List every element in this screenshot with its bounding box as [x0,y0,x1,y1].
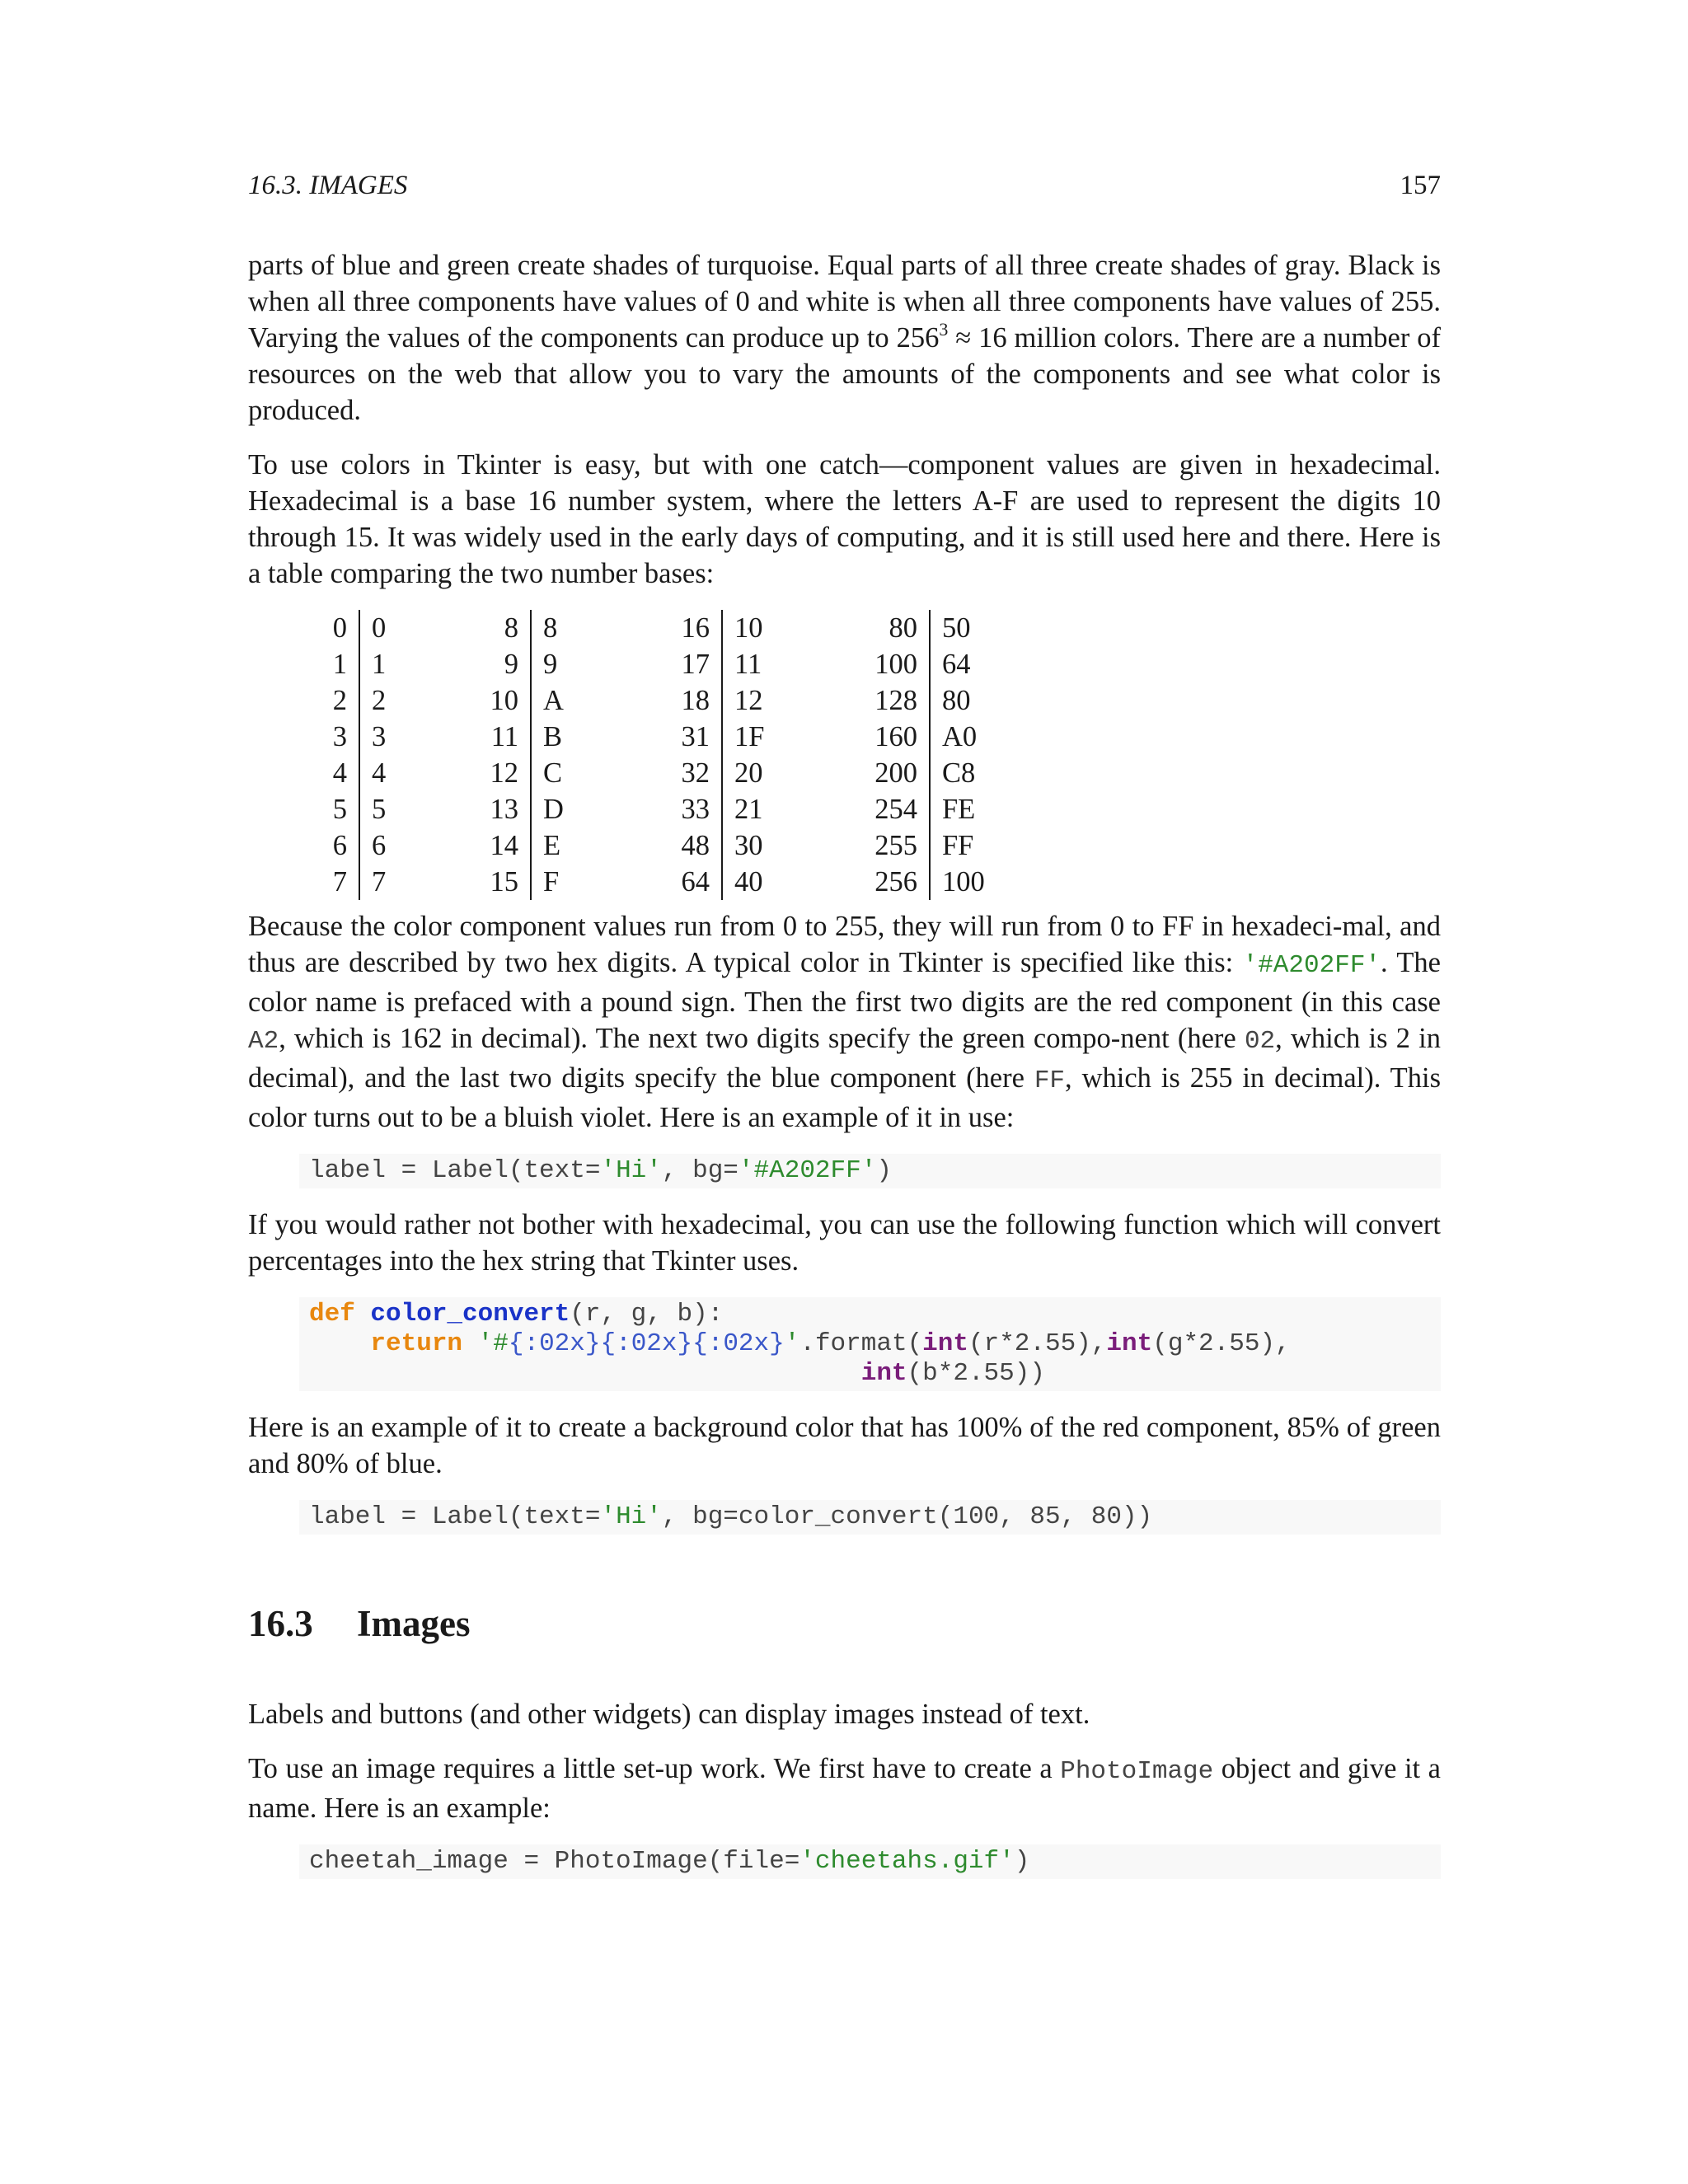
code-string: '# [477,1329,509,1358]
table-cell: D [543,794,564,825]
section-title: Images [357,1603,471,1644]
table-cell: 6 [372,830,387,861]
paragraph-color-format [248,908,1441,1136]
number-base-table [324,610,1441,900]
code-token: ) [1014,1847,1030,1876]
table-cell: C [543,757,563,789]
table-cell: 17 [681,649,710,680]
inline-code: 02 [1244,1027,1276,1056]
code-indent [309,1329,370,1358]
table-cell: 1 [372,649,387,680]
header-section: 16.3. IMAGES [248,171,408,200]
code-token: (g*2.55), [1152,1329,1291,1358]
table-cell: 9 [543,649,558,680]
code-token: ) [876,1156,892,1185]
table-cell: 80 [889,612,917,644]
section-heading [248,1602,1441,1645]
code-indent [309,1359,861,1388]
code-string: 'Hi' [600,1502,662,1531]
code-builtin: int [922,1329,968,1358]
code-token: label = Label(text= [309,1502,601,1531]
table-cell: 4 [372,757,387,789]
hex-column [723,610,860,900]
table-cell: 80 [942,685,971,716]
page-content [248,247,1441,1897]
table-cell: 21 [734,794,763,825]
hex-column [532,610,667,900]
code-block-color-convert [299,1297,1441,1391]
text-run: , which is 2 in decimal), and the last two digits specify the blue component (here [248,1023,1441,1094]
code-builtin: int [1106,1329,1153,1358]
table-block [860,610,1008,900]
table-cell: 2 [372,685,387,716]
code-token: (r, g, b): [570,1300,724,1329]
table-cell: 8 [543,612,558,644]
text-run: . The color name is prefaced with a pound sign. Then the first two digits are the red component (in this case [248,947,1441,1018]
code-keyword: def [309,1300,355,1329]
table-cell: 30 [734,830,763,861]
paragraph-rgb-colors [248,247,1441,429]
table-cell: 200 [874,757,917,789]
hex-column [360,610,476,900]
code-token: (r*2.55), [968,1329,1107,1358]
table-block [324,610,476,900]
table-cell: 5 [372,794,387,825]
table-cell: 40 [734,866,763,898]
code-string: 'cheetahs.gif' [799,1847,1015,1876]
code-indent [462,1329,478,1358]
table-cell: 1 [332,649,347,680]
page-number: 157 [1400,171,1441,200]
table-cell: 256 [874,866,917,898]
table-cell: 48 [681,830,710,861]
table-cell: 255 [874,830,917,861]
table-cell: 15 [490,866,518,898]
decimal-column [860,610,931,900]
text-run: parts of blue and green create shades of turquoise. Equal parts of all three create shades of gray. Black is when all three components have values of 0 and white is when all three components have values of 255. Varying the values of the components can produce up to 256 [248,250,1441,354]
decimal-column [667,610,723,900]
code-string: 'Hi' [600,1156,662,1185]
table-cell: 100 [942,866,985,898]
hex-column [931,610,1008,900]
table-cell: 50 [942,612,971,644]
table-cell: E [543,830,561,861]
table-cell: FF [942,830,974,861]
code-builtin: int [860,1359,907,1388]
code-function-name: color_convert [370,1300,570,1329]
code-string: ' [784,1329,800,1358]
table-cell: 12 [734,685,763,716]
paragraph-hexadecimal: To use colors in Tkinter is easy, but with one catch—component values are given in hexadecimal. Hexadecimal is a base 16 number system, where the letters A-F are used to represent the digits 10 through 15. It was widely used in the early days of computing, and it is still used here and there. Here is a table comparing the two number bases: [248,449,1441,589]
table-cell: 10 [490,685,518,716]
table-cell: 32 [681,757,710,789]
table-cell: 11 [490,721,518,752]
code-block-photoimage [299,1844,1441,1879]
table-cell: 10 [734,612,763,644]
running-header [248,171,1441,201]
table-cell: 9 [504,649,518,680]
table-cell: 14 [490,830,518,861]
section-number: 16.3 [248,1603,313,1644]
table-cell: F [543,866,560,898]
table-cell: 3 [332,721,347,752]
inline-code: PhotoImage [1060,1757,1214,1786]
table-cell: 16 [681,612,710,644]
table-cell: 7 [372,866,387,898]
table-cell: 18 [681,685,710,716]
table-cell: 64 [681,866,710,898]
code-token: , bg= [661,1156,738,1185]
table-cell: 254 [874,794,917,825]
code-string: '#A202FF' [738,1156,877,1185]
table-cell: FE [942,794,976,825]
table-cell: 0 [372,612,387,644]
code-block-convert-usage [299,1500,1441,1535]
decimal-column [324,610,360,900]
table-cell: 8 [504,612,518,644]
table-cell: A [543,685,564,716]
table-cell: 7 [332,866,347,898]
table-cell: A0 [942,721,978,752]
code-format-spec: {:02x}{:02x}{:02x} [508,1329,785,1358]
table-cell: C8 [942,757,976,789]
code-block-label-color [299,1154,1441,1188]
code-token: (b*2.55)) [907,1359,1045,1388]
table-cell: 4 [332,757,347,789]
table-cell: 2 [332,685,347,716]
text-run: ≈ 16 million colors. There are a number of resources on the web that allow you to vary the amounts of the components and see what color is produced. [248,322,1441,426]
paragraph-widgets-images: Labels and buttons (and other widgets) can display images instead of text. [248,1699,1090,1730]
table-cell: 160 [874,721,917,752]
code-token: , bg=color_convert(100, 85, 80)) [661,1502,1153,1531]
table-cell: 64 [942,649,971,680]
table-cell: 13 [490,794,518,825]
table-cell: 100 [874,649,917,680]
paragraph-background-example: Here is an example of it to create a background color that has 100% of the red component, 85% of green and 80% of blue. [248,1412,1441,1479]
superscript: 3 [939,319,949,340]
inline-code: A2 [248,1027,279,1056]
table-cell: 31 [681,721,710,752]
code-keyword: return [370,1329,463,1358]
text-run: object and give it a name. Here is an example: [248,1753,1441,1824]
inline-code: '#A202FF' [1242,951,1381,980]
table-cell: 12 [490,757,518,789]
table-cell: 5 [332,794,347,825]
table-block [667,610,860,900]
table-cell: 6 [332,830,347,861]
code-token: cheetah_image = PhotoImage(file= [309,1847,800,1876]
text-run: To use an image requires a little set-up work. We first have to create a [248,1753,1061,1784]
table-cell: 128 [874,685,917,716]
table-cell: 11 [734,649,762,680]
paragraph-photoimage [248,1750,1441,1826]
table-cell: 0 [332,612,347,644]
code-token: .format( [799,1329,923,1358]
decimal-column [476,610,532,900]
table-cell: 3 [372,721,387,752]
table-cell: 20 [734,757,763,789]
table-cell: 33 [681,794,710,825]
table-cell: 1F [734,721,765,752]
table-block [476,610,667,900]
text-run: , which is 162 in decimal). The next two digits specify the green compo-nent (here [279,1023,1245,1054]
text-run: Because the color component values run from 0 to 255, they will run from 0 to FF in hexadeci-mal, and thus are described by two hex digits. A typical color in Tkinter is specified like this: [248,911,1441,978]
code-token: label = Label(text= [309,1156,601,1185]
table-cell: B [543,721,563,752]
paragraph-percentages: If you would rather not bother with hexadecimal, you can use the following function which will convert percentages into the hex string that Tkinter uses. [248,1209,1441,1277]
inline-code: FF [1034,1066,1066,1095]
text-run: , which is 255 in decimal). This color turns out to be a bluish violet. Here is an example of it in use: [248,1062,1441,1133]
